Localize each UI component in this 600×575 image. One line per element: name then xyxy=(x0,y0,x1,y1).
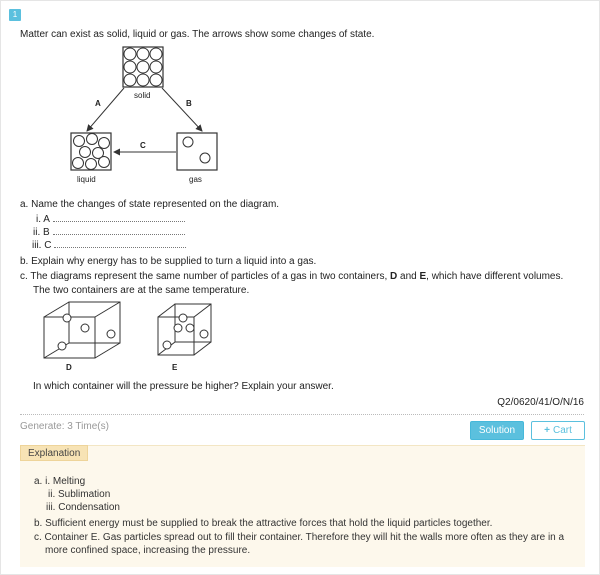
part-a-iii xyxy=(32,240,186,251)
question-number-badge: 1 xyxy=(9,9,21,21)
container-e-label: E xyxy=(172,363,178,372)
part-a-iii-label: iii. C xyxy=(32,240,52,251)
answer-line xyxy=(53,214,185,222)
part-a-ii xyxy=(33,227,185,238)
part-c-prompt xyxy=(20,271,563,282)
containers-diagram xyxy=(0,295,600,375)
solid-label: solid xyxy=(134,91,151,100)
part-a-prompt: a. Name the changes of state represented on the diagram. xyxy=(20,199,280,210)
answer-line xyxy=(53,227,185,235)
explanation-a-ii: ii. Sublimation xyxy=(48,489,111,500)
part-a-i xyxy=(36,214,185,225)
arrow-c-label: C xyxy=(140,141,146,150)
part-c-e: E xyxy=(419,271,427,282)
gas-label: gas xyxy=(189,175,202,184)
divider xyxy=(20,414,584,415)
answer-line xyxy=(54,240,186,248)
part-c-line2: The two containers are at the same temperature. xyxy=(33,285,250,296)
explanation-b: b. Sufficient energy must be supplied to break the attractive forces that hold the liquid particles together. xyxy=(34,518,493,529)
question-intro: Matter can exist as solid, liquid or gas. The arrows show some changes of state. xyxy=(20,29,375,40)
liquid-label: liquid xyxy=(77,175,96,184)
part-a-ii-label: ii. B xyxy=(33,227,50,238)
explanation-c-line1: c. Container E. Gas particles spread out to fill their container. Therefore they will hit the walls more often as they are in a xyxy=(34,532,565,543)
part-a-i-label: i. A xyxy=(36,214,50,225)
arrow-a xyxy=(87,88,124,131)
liquid-box xyxy=(71,133,111,170)
add-to-cart-button[interactable] xyxy=(531,421,585,440)
arrow-b-label: B xyxy=(186,99,192,108)
part-c-text: c. The diagrams represent the same number of particles of a gas in two containers, xyxy=(20,271,390,282)
generate-count: Generate: 3 Time(s) xyxy=(20,421,109,432)
arrow-a-label: A xyxy=(95,99,101,108)
states-of-matter-diagram xyxy=(0,40,600,195)
solid-box xyxy=(123,47,163,87)
explanation-c-line2: more confined space, increasing the pressure. xyxy=(45,545,251,556)
cart-label: Cart xyxy=(552,425,572,436)
explanation-a-i: a. i. Melting xyxy=(34,476,86,487)
arrow-b xyxy=(162,88,202,131)
gas-box xyxy=(177,133,217,170)
part-c-question: In which container will the pressure be higher? Explain your answer. xyxy=(33,381,334,392)
part-c-text-end: , which have different volumes. xyxy=(426,271,564,282)
part-c-and: and xyxy=(397,271,420,282)
question-reference: Q2/0620/41/O/N/16 xyxy=(497,397,584,408)
part-c-d: D xyxy=(390,271,398,282)
solution-button[interactable]: Solution xyxy=(470,421,524,440)
plus-icon: + xyxy=(544,425,550,436)
part-b-prompt: b. Explain why energy has to be supplied to turn a liquid into a gas. xyxy=(20,256,317,267)
container-d-label: D xyxy=(66,363,72,372)
explanation-tag: Explanation xyxy=(20,445,88,461)
explanation-a-iii: iii. Condensation xyxy=(46,502,120,513)
